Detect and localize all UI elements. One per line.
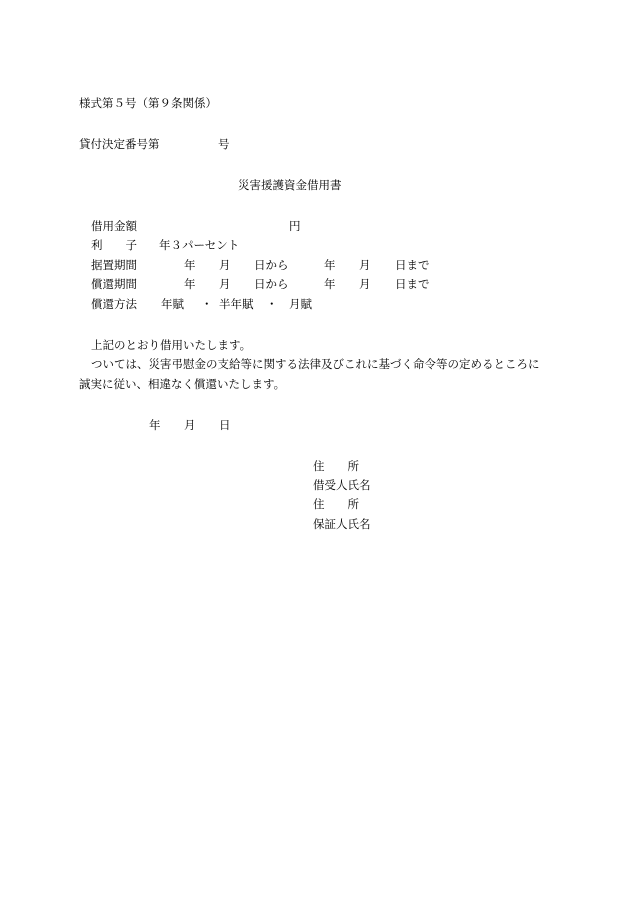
loan-amount-unit: 円	[289, 219, 301, 233]
option-monthly: 月賦	[289, 297, 312, 311]
guarantor-address-label: 住 所	[313, 497, 359, 511]
option-separator: ・	[201, 297, 213, 311]
option-annual: 年賦	[161, 297, 184, 311]
repayment-day-from: 日から	[254, 277, 289, 291]
date-year: 年	[149, 418, 161, 432]
deferment-month-end: 月	[359, 258, 371, 272]
borrower-address-label: 住 所	[313, 459, 359, 473]
repayment-year-start: 年	[184, 277, 196, 291]
interest-value: 年３パーセント	[159, 238, 240, 252]
decision-number-suffix: 号	[218, 137, 230, 151]
deferment-year-start: 年	[184, 258, 196, 272]
deferment-year-end: 年	[324, 258, 336, 272]
document-title: 災害援護資金借用書	[238, 178, 342, 192]
repayment-month-end: 月	[359, 277, 371, 291]
repayment-day-until: 日まで	[395, 277, 430, 291]
deferment-month-start: 月	[219, 258, 231, 272]
guarantor-name-label: 保証人氏名	[313, 517, 371, 531]
borrower-name-label: 借受人氏名	[313, 478, 371, 492]
deferment-period-label: 据置期間	[91, 258, 137, 272]
repayment-month-start: 月	[219, 277, 231, 291]
loan-amount-label: 借用金額	[91, 219, 137, 233]
repayment-year-end: 年	[324, 277, 336, 291]
repayment-period-label: 償還期間	[91, 277, 137, 291]
body-line-1: 上記のとおり借用いたします。	[91, 338, 252, 352]
option-separator: ・	[266, 297, 278, 311]
interest-label: 利 子	[91, 238, 137, 252]
deferment-day-from: 日から	[254, 258, 289, 272]
decision-number-prefix: 貸付決定番号第	[79, 137, 160, 151]
repayment-method-label: 償還方法	[91, 297, 137, 311]
option-semiannual: 半年賦	[219, 297, 254, 311]
date-day: 日	[219, 418, 231, 432]
date-month: 月	[184, 418, 196, 432]
body-line-2: ついては、災害弔慰金の支給等に関する法律及びこれに基づく命令等の定めるところに	[91, 357, 540, 371]
body-line-3: 誠実に従い、相違なく償還いたします。	[79, 377, 286, 391]
deferment-day-until: 日まで	[395, 258, 430, 272]
form-label: 様式第５号（第９条関係）	[79, 96, 217, 110]
